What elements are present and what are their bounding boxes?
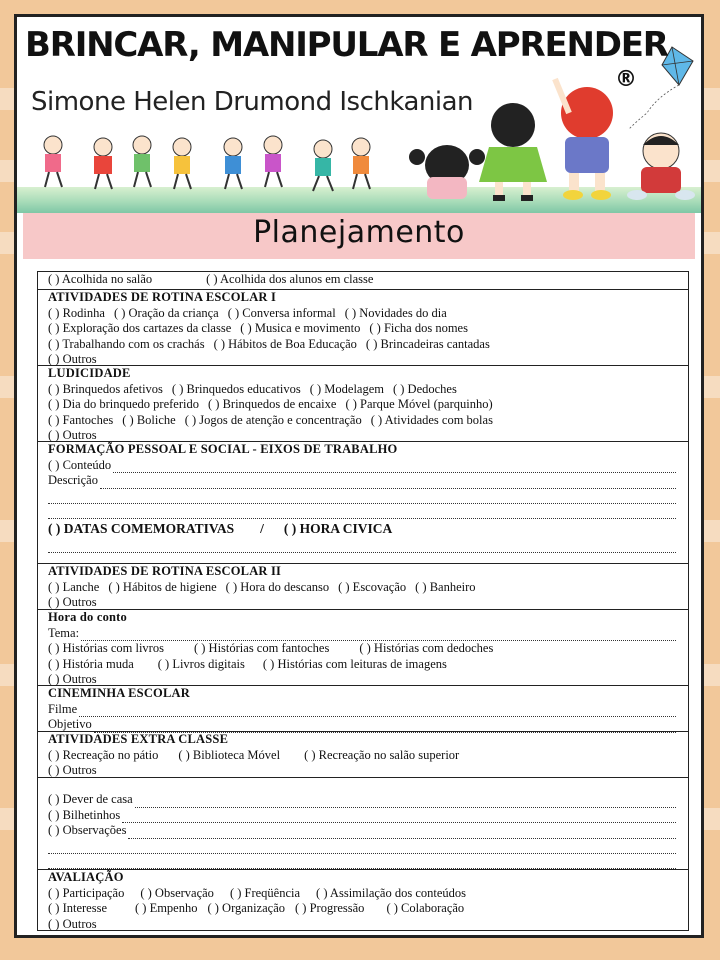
writing-line[interactable]	[48, 538, 676, 553]
header-illustration	[17, 17, 701, 213]
checkbox-option[interactable]: ( ) Colaboração	[386, 901, 465, 915]
checkbox-option[interactable]: ( ) Lanche	[48, 579, 100, 594]
filme-field[interactable]: Filme	[48, 702, 688, 718]
big-child-figure	[555, 79, 613, 200]
checkbox-option[interactable]: ( ) Assimilação dos conteúdos	[316, 885, 467, 900]
section-heading: FORMAÇÃO PESSOAL E SOCIAL - EIXOS DE TRABALHO	[48, 442, 398, 456]
checkbox-option[interactable]: ( ) Hábitos de Boa Educação	[213, 336, 357, 351]
dotted-line	[113, 461, 676, 473]
section-heading: CINEMINHA ESCOLAR	[48, 686, 190, 700]
dotted-line	[94, 721, 676, 733]
checkbox-option[interactable]: ( ) Brinquedos afetivos	[48, 381, 163, 396]
checkbox-option[interactable]: ( ) Parque Móvel (parquinho)	[345, 397, 493, 411]
checkbox-option[interactable]: ( ) Brincadeiras cantadas	[365, 336, 490, 351]
checkbox-option[interactable]: ( ) Trabalhando com os crachás	[48, 336, 205, 351]
section-banner	[23, 213, 695, 259]
checkbox-option[interactable]: ( ) Exploração dos cartazes da classe	[48, 321, 232, 335]
option-row	[48, 337, 688, 353]
dever-field[interactable]: ( ) Dever de casa	[48, 792, 688, 808]
checkbox-option[interactable]: ( ) Outros	[48, 352, 97, 366]
checkbox-option[interactable]: ( ) DATAS COMEMORATIVAS	[48, 520, 235, 536]
small-child-figure	[133, 136, 151, 187]
option-row	[48, 641, 688, 657]
dotted-line	[135, 796, 676, 808]
dotted-line	[81, 629, 676, 641]
option-row	[48, 580, 688, 596]
checkbox-option[interactable]: ( ) HORA CIVICA	[283, 520, 393, 536]
checkbox-option[interactable]: ( ) Outros	[48, 916, 97, 931]
option-row	[48, 397, 688, 413]
writing-line[interactable]	[48, 839, 676, 854]
checkbox-option[interactable]: ( ) Rodinha	[48, 305, 105, 320]
checkbox-option[interactable]: ( ) Novidades do dia	[344, 305, 447, 320]
avaliacao-section	[38, 870, 688, 932]
dotted-line	[100, 477, 676, 489]
rotina2-section	[38, 564, 688, 610]
datas-hora-row: ( ) DATAS COMEMORATIVAS / ( ) HORA CIVICA	[48, 520, 393, 536]
checkbox-option[interactable]: ( ) Brinquedos de encaixe	[208, 397, 337, 411]
big-child-figure	[627, 133, 695, 200]
option-row	[48, 917, 688, 933]
formacao-section	[38, 442, 688, 564]
checkbox-option[interactable]: ( ) Progressão	[295, 901, 365, 915]
checkbox-option[interactable]: ( ) Conversa informal	[227, 305, 336, 320]
option-row	[48, 748, 688, 764]
checkbox-option[interactable]: ( ) Interesse	[48, 901, 107, 915]
cinema-section	[38, 686, 688, 732]
option-row	[48, 306, 688, 322]
descricao-field[interactable]: Descrição	[48, 473, 688, 489]
author-name: Simone Helen Drumond Ischkanian	[31, 87, 474, 117]
checkbox-option[interactable]: ( ) Acolhida no salão	[48, 272, 153, 286]
option-row	[48, 382, 688, 398]
registered-mark: ®	[615, 67, 637, 92]
checkbox-option[interactable]: ( ) Hora do descanso	[225, 579, 330, 594]
page-frame	[14, 14, 704, 938]
option-row	[48, 886, 688, 902]
checkbox-option[interactable]: ( ) Outros	[48, 595, 97, 609]
checkbox-option[interactable]: ( ) Participação	[48, 885, 125, 900]
checkbox-option[interactable]: ( ) Livros digitais	[157, 656, 245, 671]
option-row	[48, 901, 688, 917]
checkbox-option[interactable]: ( ) Recreação no pátio	[48, 747, 159, 762]
checkbox-option[interactable]: ( ) Empenho	[135, 901, 198, 915]
checkbox-option[interactable]: ( ) Dedoches	[392, 381, 457, 396]
section-heading: LUDICIDADE	[48, 366, 131, 380]
writing-line[interactable]	[48, 489, 676, 504]
checkbox-option[interactable]: ( ) Ficha dos nomes	[369, 321, 468, 335]
checkbox-option[interactable]: ( ) Musica e movimento	[240, 321, 361, 335]
casa-section	[38, 778, 688, 870]
section-heading: AVALIAÇÃO	[48, 870, 124, 884]
checkbox-option[interactable]: ( ) Oração da criança	[113, 305, 219, 320]
checkbox-option[interactable]: ( ) Acolhida dos alunos em classe	[206, 272, 374, 286]
checkbox-option[interactable]: ( ) Escovação	[338, 579, 407, 594]
checkbox-option[interactable]: ( ) Boliche	[122, 412, 176, 427]
section-heading: ATIVIDADES EXTRA CLASSE	[48, 732, 229, 746]
planning-form	[37, 271, 689, 931]
checkbox-option[interactable]: ( ) Histórias com fantoches	[193, 641, 330, 655]
option-row	[48, 321, 688, 337]
big-child-figure	[479, 103, 547, 201]
checkbox-option[interactable]: ( ) História muda	[48, 656, 134, 671]
small-child-figure	[44, 136, 62, 187]
rotina1-section	[38, 290, 688, 366]
ludicidade-section	[38, 366, 688, 442]
checkbox-option[interactable]: ( ) Atividades com bolas	[370, 412, 493, 427]
checkbox-option[interactable]: ( ) Brinquedos educativos	[171, 381, 301, 396]
checkbox-option[interactable]: ( ) Banheiro	[415, 579, 476, 594]
small-child-figure	[313, 140, 333, 191]
big-child-figure	[409, 145, 485, 199]
bilhetes-field[interactable]: ( ) Bilhetinhos	[48, 808, 688, 824]
checkbox-option[interactable]: ( ) Histórias com livros	[48, 641, 164, 655]
obs-field[interactable]: ( ) Observações	[48, 823, 688, 839]
dotted-line	[122, 811, 676, 823]
checkbox-option[interactable]: ( ) Histórias com dedoches	[359, 641, 494, 655]
dotted-line	[79, 705, 676, 717]
small-child-figure	[224, 138, 242, 189]
section-heading: ATIVIDADES DE ROTINA ESCOLAR I	[48, 290, 277, 304]
option-row	[48, 595, 688, 611]
checkbox-option[interactable]: ( ) Histórias com leituras de imagens	[262, 656, 447, 671]
option-row	[48, 413, 688, 429]
page-title: BRINCAR, MANIPULAR E APRENDER	[25, 25, 668, 65]
objetivo-field[interactable]: Objetivo	[48, 717, 688, 733]
conteudo-field[interactable]: ( ) Conteúdo	[48, 458, 688, 474]
checkbox-option[interactable]: ( ) Hábitos de higiene	[108, 579, 217, 594]
small-child-figure	[94, 138, 112, 189]
checkbox-option[interactable]: ( ) Jogos de atenção e concentração	[184, 412, 362, 427]
extra-section	[38, 732, 688, 778]
option-row	[48, 657, 688, 673]
checkbox-option[interactable]: ( ) Organização	[207, 901, 285, 915]
section-heading: ATIVIDADES DE ROTINA ESCOLAR II	[48, 564, 282, 578]
writing-line[interactable]	[48, 504, 676, 519]
checkbox-option[interactable]: ( ) Outros	[48, 428, 97, 442]
checkbox-option[interactable]: ( ) Fantoches	[48, 412, 114, 427]
checkbox-option[interactable]: ( ) Dia do brinquedo preferido	[48, 397, 199, 411]
option-row	[48, 763, 688, 779]
small-child-figure	[352, 138, 370, 189]
checkbox-option[interactable]: ( ) Modelagem	[309, 381, 384, 396]
small-child-figure	[264, 136, 282, 187]
small-child-figure	[173, 138, 191, 189]
writing-line[interactable]	[48, 854, 676, 869]
checkbox-option[interactable]: ( ) Freqüência	[229, 885, 301, 900]
acolhida-section	[38, 272, 688, 290]
checkbox-option[interactable]: ( ) Recreação no salão superior	[304, 747, 460, 762]
conto-section	[38, 610, 688, 686]
section-heading: Hora do conto	[48, 610, 127, 624]
dotted-line	[128, 827, 676, 839]
banner-title: Planejamento	[253, 215, 465, 250]
checkbox-option[interactable]: ( ) Outros	[48, 672, 97, 686]
checkbox-option[interactable]: ( ) Observação	[140, 885, 214, 900]
tema-field[interactable]: Tema:	[48, 626, 688, 642]
checkbox-option[interactable]: ( ) Biblioteca Móvel	[178, 747, 281, 762]
checkbox-option[interactable]: ( ) Outros	[48, 763, 97, 777]
